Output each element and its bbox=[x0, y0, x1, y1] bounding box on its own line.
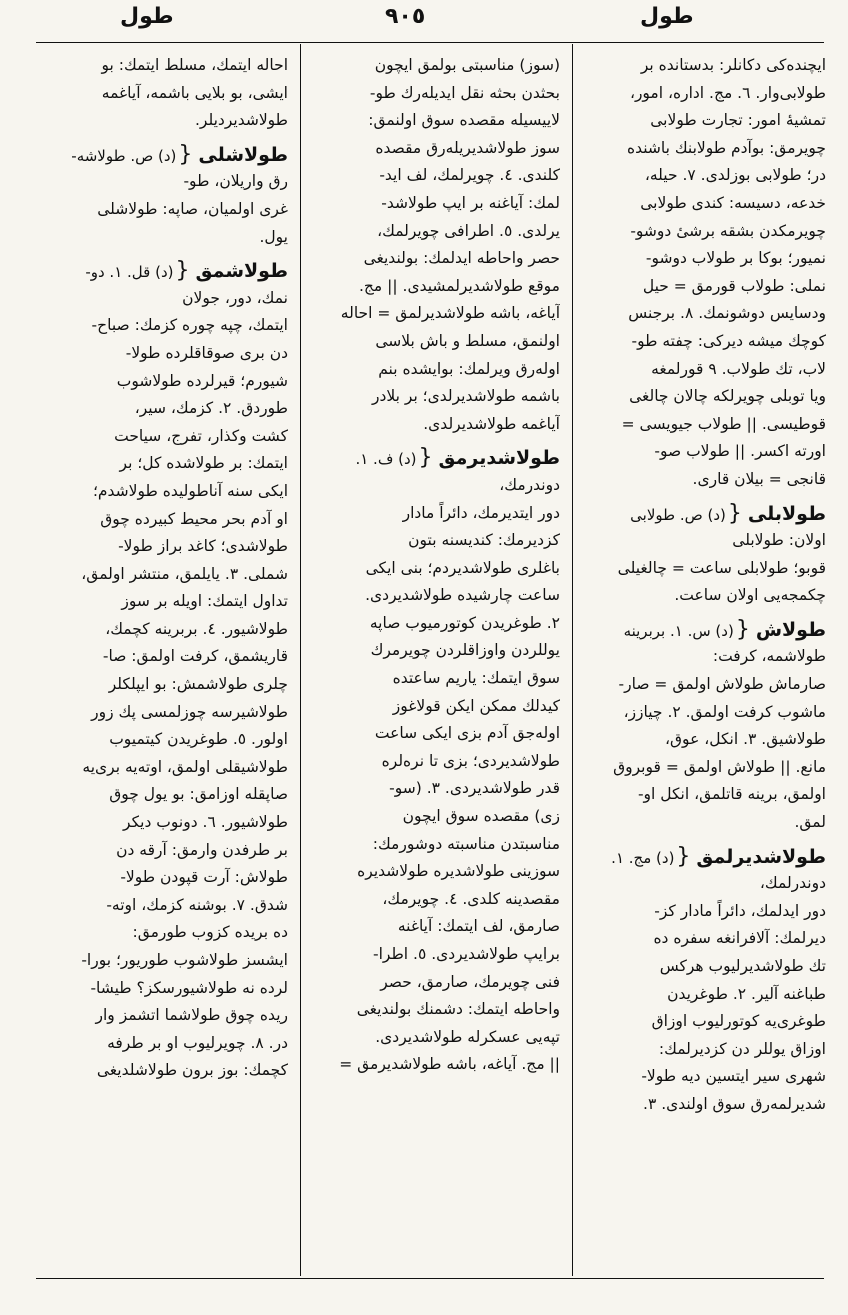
entry-text-line: اولور. ٥. طوغریدن کیتمیوب bbox=[109, 730, 288, 749]
grammar-note: (د) مج. ١. bbox=[611, 848, 675, 867]
entry-text-line: اولمق، برینه قاتلمق، انکل او- bbox=[637, 785, 826, 804]
entry-text-line: غری اولمیان، صاپه: طولاشلی bbox=[97, 199, 288, 218]
entry-text-line: واحاطه ایتمك: دشمنك بولندیغی bbox=[356, 1000, 560, 1019]
entry-text-line: طوردق. ٢. کزمك، سیر، bbox=[134, 399, 288, 418]
entry-text-line: اوزاق یوللر دن کزدیرلمك: bbox=[658, 1039, 826, 1058]
entry-text-line: قاریشمق، کرفت اولمق: صا- bbox=[102, 647, 288, 666]
entry-text-line: نملی: طولاب قورمق = حیل bbox=[642, 276, 826, 295]
entry-text-line: موقع طولاشدیرلمشیدی. || مج. bbox=[359, 276, 560, 295]
entry-head-line bbox=[578, 843, 826, 871]
entry-head-line bbox=[578, 616, 826, 644]
entry-text-line: طولاشیور. ٦. دونوب دیکر bbox=[123, 813, 288, 832]
entry-head-line bbox=[312, 444, 560, 472]
entry-text-line: اوله‌جق آدم بزی ایکی ساعت bbox=[374, 724, 560, 743]
entry-text-line: یرلدی. ٥. اطرافی چویرلمك، bbox=[377, 221, 560, 240]
dictionary-entry bbox=[578, 616, 826, 837]
entry-text-line: دوندرلمك، bbox=[759, 874, 826, 893]
entry-text-line: طباغنه آلیر. ٢. طوغریدن bbox=[667, 984, 826, 1003]
page-number: ٩٠٥ bbox=[385, 4, 426, 29]
header-left-guide-word: طول bbox=[120, 4, 174, 29]
entry-text-line: ماشوب کرفت اولمق. ٢. چیازز، bbox=[623, 702, 826, 721]
entry-text-line: || مج. آیاغه، باشه طولاشدیرمق = bbox=[339, 1055, 560, 1074]
entry-text-line: چلری طولاشمش: بو ایپلکلر bbox=[108, 675, 288, 694]
grammar-note: (د) س. ١. بربرینه bbox=[623, 621, 734, 640]
entry-text-line: زی) مقصده سوق ایچون bbox=[402, 807, 560, 826]
entry-text-line: ویا توبلی چویرلکه چالان چالغی bbox=[629, 387, 826, 406]
entry-text-line: شیورم؛ قیرلرده طولاشوب bbox=[116, 371, 288, 390]
entry-text-line: در؛ طولابی بوزلدی. ٧. حیله، bbox=[644, 166, 826, 185]
dictionary-entry bbox=[40, 52, 288, 135]
entry-text-line: سوزینی طولاشدیره طولاشدیره bbox=[357, 862, 560, 881]
headword: طولاشدیرلمق bbox=[696, 845, 826, 868]
brace-glyph: { bbox=[727, 500, 742, 526]
entry-text-line: چکمجه‌یی اولان ساعت. bbox=[674, 586, 826, 605]
column-right bbox=[578, 52, 826, 1276]
entry-text-line: طولابی‌وار. ٦. مج. اداره‌، امور، bbox=[629, 83, 826, 102]
entry-text-line: کوچك میشه دیرکی: چفته طو- bbox=[631, 331, 826, 350]
entry-text-line: تپه‌یی عسکرله طولاشدیردی. bbox=[375, 1027, 560, 1046]
headword: طولاشلی bbox=[198, 143, 288, 166]
entry-text-line: مانع. || طولاش اولمق = قوبروق bbox=[613, 757, 826, 776]
brace-glyph: { bbox=[175, 258, 190, 284]
entry-text-line: صارمق، لف ایتمك: آیاغنه bbox=[397, 917, 560, 936]
header-rule bbox=[36, 42, 824, 43]
entry-text-line: اوله‌رق ویرلمك: بوایشده بنم bbox=[378, 359, 560, 378]
entry-text-line: کشت وکذار، تفرج، سیاحت bbox=[114, 426, 288, 445]
entry-text-line: ودسایس دوشونمك. ٨. برجنس bbox=[628, 304, 826, 323]
entry-text-line: لاب، تك طولاب. ٩ قورلمغه bbox=[651, 359, 826, 378]
column-left bbox=[40, 52, 288, 1276]
entry-text-line: طولاشدیردی؛ بزی تا نره‌لره bbox=[381, 751, 560, 770]
header-right-guide-word: طول bbox=[640, 4, 694, 29]
entry-text-line: شهری سیر ایتسین دیه طولا- bbox=[641, 1067, 826, 1086]
grammar-note: (د) قل. ١. دو- bbox=[85, 263, 174, 282]
page-header bbox=[0, 0, 848, 40]
entry-text-line: تداول ایتمك: اویله بر سوز bbox=[121, 592, 288, 611]
entry-text-line: ایتمك: بر طولاشده کل؛ بر bbox=[119, 454, 288, 473]
entry-text-line: ایشسز طولاشوب طوریور؛ بورا- bbox=[81, 951, 288, 969]
footer-rule bbox=[36, 1278, 824, 1279]
entry-text-line: ٢. طوغریدن کوتورمیوب صاپه bbox=[369, 613, 560, 632]
entry-text-line: شملی. ٣. یایلمق، منتشر اولمق، bbox=[81, 564, 288, 583]
entry-text-line: طولاشدیردیلر. bbox=[195, 111, 288, 130]
entry-text-line: چویرمق: بوآدم طولابنك باشنده bbox=[626, 138, 826, 157]
entry-text-line: بحثدن بحثه نقل ایدیله‌رك طو- bbox=[369, 83, 560, 102]
grammar-note: (د) ص. طولاشه- bbox=[71, 146, 177, 165]
entry-text-line: اولنمق، مسلط و باش بلاسی bbox=[375, 331, 560, 350]
entry-text-line: کلندی. ٤. چویرلمك، لف اید- bbox=[379, 166, 560, 185]
entry-text-line: کچمك: بوز برون طولاشلدیغی bbox=[96, 1061, 288, 1080]
entry-text-line: طوغری‌یه کوتورلیوب اوزاق bbox=[651, 1012, 826, 1031]
entry-text-line: طولاشمه، کرفت: bbox=[712, 647, 826, 666]
entry-text-line: یوللردن واوزاقلردن چویرمرك bbox=[370, 641, 560, 660]
entry-text-line: باشمه طولاشدیرلدی؛ بر بلادر bbox=[372, 387, 560, 406]
dictionary-entry bbox=[312, 52, 560, 438]
entry-head-line bbox=[40, 141, 288, 169]
entry-text-line: لرده نه طولاشیورسکز؟ طیشا- bbox=[90, 978, 288, 997]
entry-head-line bbox=[40, 257, 288, 285]
entry-text-line: تمشیهٔ امور: تجارت طولابی bbox=[650, 111, 826, 130]
column-middle bbox=[312, 52, 560, 1276]
entry-text-line: سوز طولاشدیریله‌رق مقصده bbox=[375, 138, 560, 157]
entry-text-line: لمق. bbox=[794, 813, 826, 832]
entry-text-line: اورته اکسر. || طولاب صو- bbox=[654, 442, 826, 461]
brace-glyph: { bbox=[676, 843, 691, 869]
entry-text-line: قدر طولاشدیردی. ٣. (سو- bbox=[389, 779, 560, 798]
entry-text-line: طولاش: آرت قپودن طولا- bbox=[120, 868, 288, 887]
entry-text-line: بر طرفدن وارمق: آرقه دن bbox=[116, 840, 288, 859]
entry-text-line: طولاشیرسه چوزلمسی پك زور bbox=[91, 702, 288, 721]
headword: طولاشمق bbox=[195, 260, 288, 283]
entry-text-line: کیدلك ممکن ایکن قولاغوز bbox=[392, 696, 560, 715]
grammar-note: (د) ص. طولابی bbox=[630, 505, 726, 524]
entry-text-line: باغلری طولاشدیردم؛ بنی ایکی bbox=[365, 558, 560, 577]
entry-text-line: اولان: طولابلی bbox=[732, 531, 826, 550]
entry-text-line: طولاشدی؛ کاغد براز طولا- bbox=[118, 537, 288, 556]
dictionary-entry bbox=[578, 843, 826, 1119]
column-divider-right bbox=[572, 44, 573, 1276]
dictionary-entry bbox=[312, 444, 560, 1079]
entry-text-line: خدعه، دسیسه: کندی طولابی bbox=[640, 193, 826, 212]
entry-text-line: قانجی = بیلان قاری. bbox=[692, 469, 826, 488]
entry-text-line: برایپ طولاشدیردی. ٥. اطرا- bbox=[373, 945, 560, 963]
entry-text-line: مقصدینه کلدی. ٤. چویرمك، bbox=[382, 889, 560, 908]
entry-text-line: ایچنده‌کی دکانلر: بدستانده بر bbox=[640, 56, 826, 74]
entry-text-line: طولاشیور. ٤. بربرینه کچمك، bbox=[105, 619, 288, 638]
entry-text-line: ده بریده کزوب طورمق: bbox=[132, 923, 288, 942]
entry-text-line: دن بری صوقاقلرده طولا- bbox=[125, 343, 288, 362]
entry-text-line: حصر واحاطه ایدلمك: بولندیغی bbox=[363, 249, 560, 268]
headword: طولاش bbox=[755, 618, 826, 641]
entry-text-line: تك طولاشدیرلیوب هرکس bbox=[659, 957, 826, 975]
entry-text-line: لاییسیله مقصده سوق اولنمق: bbox=[368, 111, 560, 130]
brace-glyph: { bbox=[735, 616, 750, 642]
entry-text-line: ایتمك، چپه چوره کزمك: صباح- bbox=[91, 316, 288, 335]
entry-text-line: در. ٨. چویرلیوب او بر طرفه bbox=[107, 1033, 288, 1052]
entry-text-line: ریده چوق طولاشما اتشمز وار bbox=[95, 1006, 288, 1025]
entry-text-line: قوبو؛ طولابلی ساعت = چالغیلی bbox=[617, 558, 826, 577]
entry-text-line: سوق ایتمك: یاریم ساعتده bbox=[392, 669, 560, 688]
entry-text-line: نمك، دور، جولان bbox=[182, 288, 288, 307]
entry-text-line: فنی چویرمك، صارمق، حصر bbox=[380, 972, 560, 991]
entry-text-line: قوطیسی. || طولاب جیویسی = bbox=[621, 414, 826, 433]
entry-text-line: یول. bbox=[259, 227, 288, 246]
entry-text-line: مناسبتدن مناسبته دوشورمك: bbox=[372, 834, 560, 853]
dictionary-entry bbox=[578, 500, 826, 610]
entry-text-line: احاله ایتمك، مسلط ایتمك: بو bbox=[101, 56, 288, 74]
column-divider-left bbox=[300, 44, 301, 1276]
entry-text-line: دور ایدلمك، دائراً مادار کز- bbox=[654, 901, 826, 920]
brace-glyph: { bbox=[178, 141, 193, 167]
headword: طولابلی bbox=[747, 502, 826, 525]
entry-text-line: ساعت چارشیده طولاشدیردی. bbox=[365, 586, 560, 605]
entry-text-line: شدق. ٧. بوشنه کزمك، اوته- bbox=[106, 895, 288, 914]
headword: طولاشدیرمق bbox=[438, 447, 560, 470]
entry-text-line: دور ایتدیرمك، دائراً مادار bbox=[402, 503, 560, 522]
dictionary-entry bbox=[40, 257, 288, 1085]
entry-text-line: آیاغمه طولاشدیرلدی. bbox=[423, 414, 560, 433]
entry-text-line: رق واریلان، طو- bbox=[183, 172, 288, 191]
entry-text-line: چویرمکدن بشقه برشیٔ دوشو- bbox=[630, 221, 826, 240]
entry-text-line: دیرلمك: آلافرانغه سفره ده bbox=[653, 929, 826, 948]
entry-text-line: شدیرلمه‌رق سوق اولندی. ٣. bbox=[643, 1094, 826, 1113]
entry-text-line: ایشی، بو بلایی باشمه، آیاغمه bbox=[101, 83, 288, 102]
entry-text-line: طولاشیق. ٣. انکل، عوق، bbox=[665, 730, 826, 749]
entry-head-line bbox=[578, 500, 826, 528]
entry-text-line: آیاغه، باشه طولاشدیرلمق = احاله bbox=[340, 304, 560, 323]
entry-text-line: ایکی سنه آناطولیده طولاشدم؛ bbox=[92, 481, 288, 500]
entry-text-line: (سوز) مناسبتی بولمق ایچون bbox=[374, 56, 560, 74]
entry-text-line: صاپقله اوزامق: بو یول چوق bbox=[109, 785, 288, 804]
entry-text-line: لمك: آیاغنه بر ایپ طولاشد- bbox=[381, 193, 560, 212]
dictionary-entry bbox=[40, 141, 288, 251]
entry-text-line: نمیور؛ بوکا بر طولاب دوشو- bbox=[645, 249, 826, 268]
grammar-note: (د) ف. ١. bbox=[355, 450, 417, 469]
brace-glyph: { bbox=[418, 445, 433, 471]
entry-text-line: دوندرمك، bbox=[499, 475, 560, 494]
entry-text-line: طولاشیقلی اولمق، اوته‌یه بری‌یه bbox=[82, 757, 288, 776]
entry-text-line: کزدیرمك: کندیسنه بتون bbox=[408, 531, 560, 550]
entry-text-line: صارماش طولاش اولمق = صار- bbox=[618, 675, 826, 694]
dictionary-entry bbox=[578, 52, 826, 494]
entry-text-line: او آدم بحر محیط کبیرده چوق bbox=[100, 509, 288, 528]
